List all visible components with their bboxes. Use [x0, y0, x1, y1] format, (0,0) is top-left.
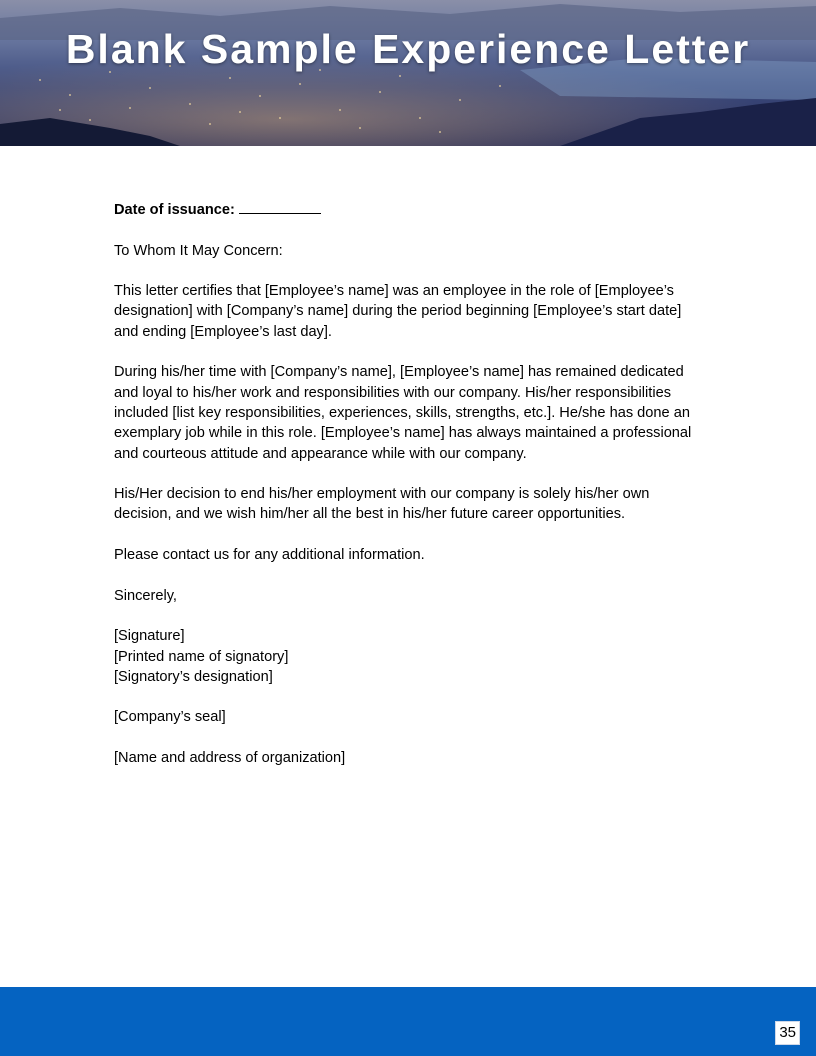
page-title: Blank Sample Experience Letter	[65, 26, 751, 72]
date-of-issuance	[114, 200, 706, 220]
footer-bar	[0, 987, 816, 1056]
letter-body	[114, 200, 706, 789]
signatory-designation: [Signatory’s designation]	[114, 668, 273, 685]
page-number: 35	[775, 1021, 800, 1045]
paragraph-departure: His/Her decision to end his/her employment with our company is solely his/her own decision, and we wish him/her all the best in his/her future career opportunities.	[114, 486, 650, 523]
company-seal: [Company’s seal]	[114, 709, 226, 726]
date-label: Date of issuance:	[114, 202, 235, 218]
closing: Sincerely,	[114, 587, 177, 604]
salutation: To Whom It May Concern:	[114, 242, 283, 259]
signature-block	[114, 626, 706, 687]
date-blank-line	[239, 201, 321, 214]
printed-name: [Printed name of signatory]	[114, 648, 289, 665]
signature: [Signature]	[114, 628, 185, 645]
paragraph-contact: Please contact us for any additional information.	[114, 547, 425, 564]
paragraph-performance: During his/her time with [Company’s name], [Employee’s name] has remained dedicated and loyal to his/her work and responsibilities with our company. His/her responsibilities included [list key responsibilities, experiences, skills, strengths, etc.]. He/she has done an exemplary job while in this role. [Employee’s name] has always maintained a professional and courteous attitude and appearance while with our company.	[114, 364, 692, 462]
header-banner	[0, 0, 816, 146]
organization-address: [Name and address of organization]	[114, 750, 346, 767]
paragraph-employment: This letter certifies that [Employee’s name] was an employee in the role of [Employee’s designation] with [Company’s name] during the period beginning [Employee’s start date] and ending [Employee’s last day].	[114, 283, 682, 340]
